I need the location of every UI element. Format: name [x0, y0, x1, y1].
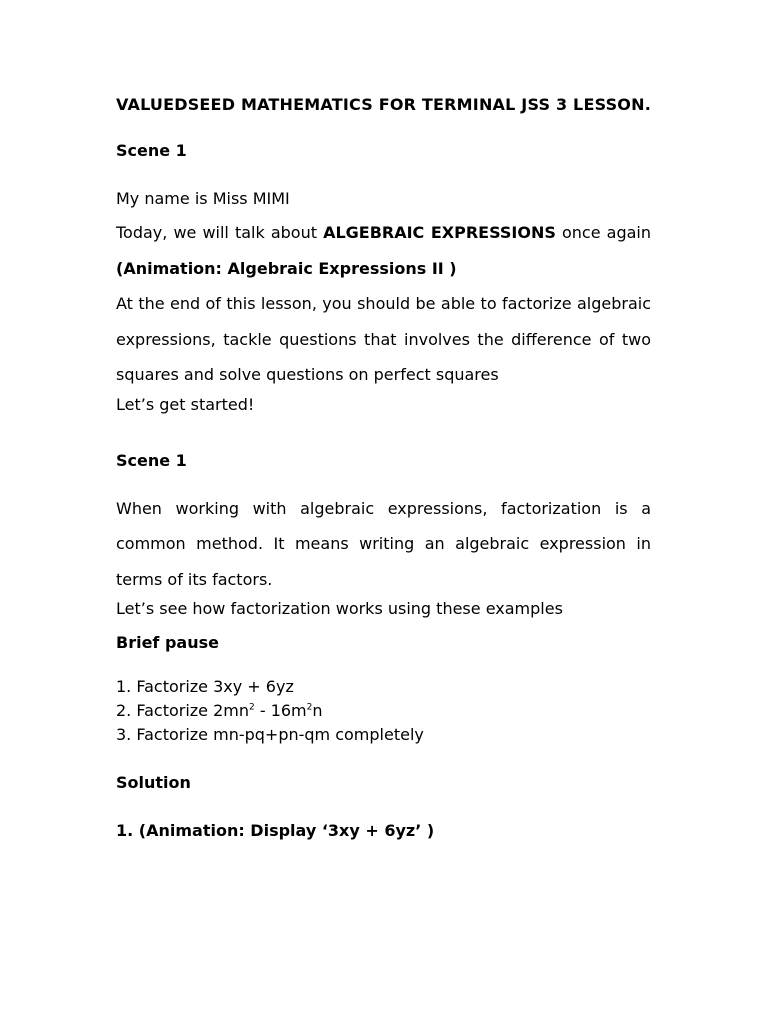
question-2-part: - 16m: [254, 701, 307, 720]
page-title: VALUEDSEED MATHEMATICS FOR TERMINAL JSS 3 LESSON.: [116, 95, 651, 114]
document-body: [116, 92, 651, 843]
scene-heading: Scene 1: [116, 141, 187, 160]
scene-heading-2: Scene 1: [116, 450, 187, 470]
animation-note: (Animation: Algebraic Expressions II ): [116, 258, 457, 278]
examples-intro: Let’s see how factorization works using these examples: [116, 599, 563, 618]
question-list: [116, 675, 651, 747]
intro-name: My name is Miss MIMI: [116, 189, 290, 208]
objectives-paragraph: At the end of this lesson, you should be able to factorize algebraic expressions, tackle questions that involves the difference of two squares and solve questions on perfect squares: [116, 294, 651, 384]
today-text: Today, we will talk about: [116, 223, 317, 242]
question-2: [116, 699, 651, 723]
question-2-part: n: [312, 701, 323, 720]
brief-pause: Brief pause: [116, 633, 219, 652]
exponent: 2: [306, 702, 313, 713]
factorization-paragraph: When working with algebraic expressions, factorization is a common method. It means writing an algebraic expression in terms of its factors.: [116, 498, 651, 589]
solution-1: 1. (Animation: Display ‘3xy + 6yz’ ): [116, 821, 435, 840]
solution-heading: Solution: [116, 773, 191, 792]
question-3: 3. Factorize mn-pq+pn-qm completely: [116, 725, 424, 744]
topic-highlight: ALGEBRAIC EXPRESSIONS: [323, 223, 556, 242]
today-text-end: once again: [561, 223, 651, 242]
exponent: 2: [249, 702, 255, 713]
today-paragraph: [116, 215, 651, 286]
question-1: 1. Factorize 3xy + 6yz: [116, 677, 294, 696]
lets-start: Let’s get started!: [116, 394, 255, 414]
question-2-part: 2. Factorize 2mn: [116, 701, 250, 720]
